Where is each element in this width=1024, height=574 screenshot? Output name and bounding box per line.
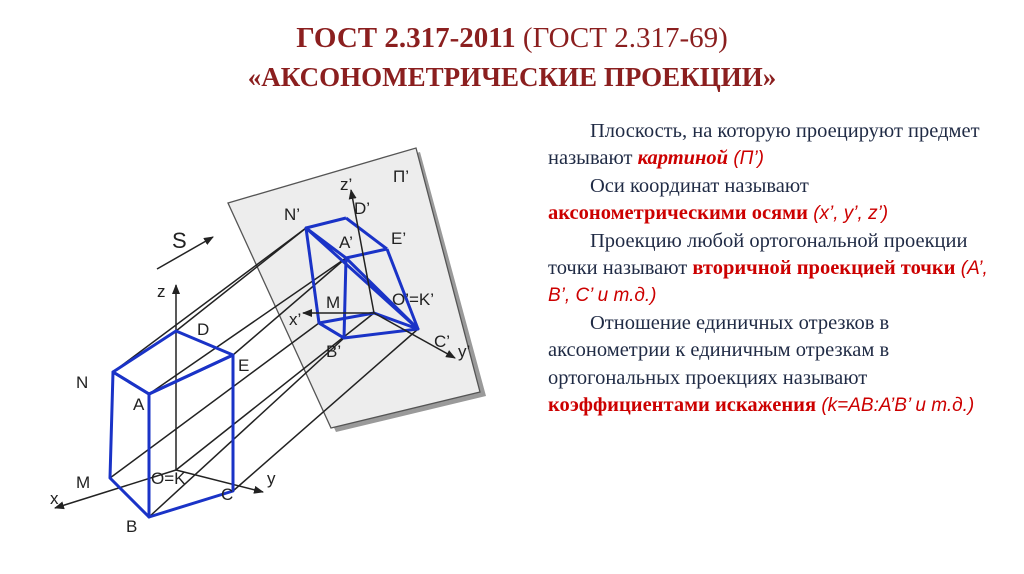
definition-secondary-projection: Проекцию любой ортогональной проекции точки называют вторичной проекцией точки (А’, В’, С’ и т.д.) xyxy=(548,229,988,307)
label-c: C xyxy=(221,485,234,504)
term-secondary-projection: вторичной проекцией точки xyxy=(692,257,956,280)
label-z: z xyxy=(157,282,166,301)
symbol-axes: (x’, y’, z’) xyxy=(807,203,889,225)
label-n-prime: N’ xyxy=(284,205,301,224)
label-x: x xyxy=(50,489,59,508)
label-x-prime: x’ xyxy=(289,310,302,329)
definition-axes: Оси координат называют аксонометрическими осями (x’, y’, z’) xyxy=(548,174,889,225)
label-z-prime: z’ xyxy=(340,175,353,194)
label-e: E xyxy=(238,356,250,375)
definition-distortion: Отношение единичных отрезков в аксонометрии к единичным отрезкам в ортогональных проекциях называют коэффициентами искажения (k=АВ:А’В’ и т.д.) xyxy=(548,311,975,417)
symbol-distortion: (k=АВ:А’В’ и т.д.) xyxy=(816,395,975,417)
label-y-prime: y’ xyxy=(458,342,471,361)
label-d: D xyxy=(197,320,210,339)
label-y: y xyxy=(267,469,276,488)
label-m: M xyxy=(76,473,91,492)
label-b: B xyxy=(126,517,138,536)
definition-picture: Плоскость, на которую проецируют предмет называют картиной (П’) xyxy=(548,120,980,170)
label-a-prime: A’ xyxy=(339,233,353,252)
term-picture: картиной xyxy=(637,147,729,170)
symbol-secondary-projection: (А’, В’, С’ и т.д.) xyxy=(548,258,988,307)
label-plane: П’ xyxy=(393,167,409,186)
page-subtitle: «АКСОНОМЕТРИЧЕСКИЕ ПРОЕКЦИИ» xyxy=(247,62,777,92)
label-b-prime: B’ xyxy=(326,342,342,361)
title-old-standard: (ГОСТ 2.317-69) xyxy=(515,22,728,54)
label-m-projected: M xyxy=(326,293,341,312)
label-ok-prime: O’=K’ xyxy=(392,290,435,309)
symbol-picture: (П’) xyxy=(728,148,764,170)
label-e-prime: E’ xyxy=(391,229,407,248)
title-standard: ГОСТ 2.317-2011 xyxy=(296,22,516,54)
label-n: N xyxy=(76,373,89,392)
label-a: A xyxy=(133,395,145,414)
original-box xyxy=(110,331,233,517)
term-distortion: коэффициентами искажения xyxy=(548,394,817,417)
label-ok: O=K xyxy=(151,469,186,488)
term-axes: аксонометрическими осями xyxy=(548,202,808,225)
label-d-prime: D’ xyxy=(354,199,371,218)
definitions-text xyxy=(548,118,988,419)
label-s: S xyxy=(172,228,187,253)
label-c-prime: C’ xyxy=(434,332,451,351)
